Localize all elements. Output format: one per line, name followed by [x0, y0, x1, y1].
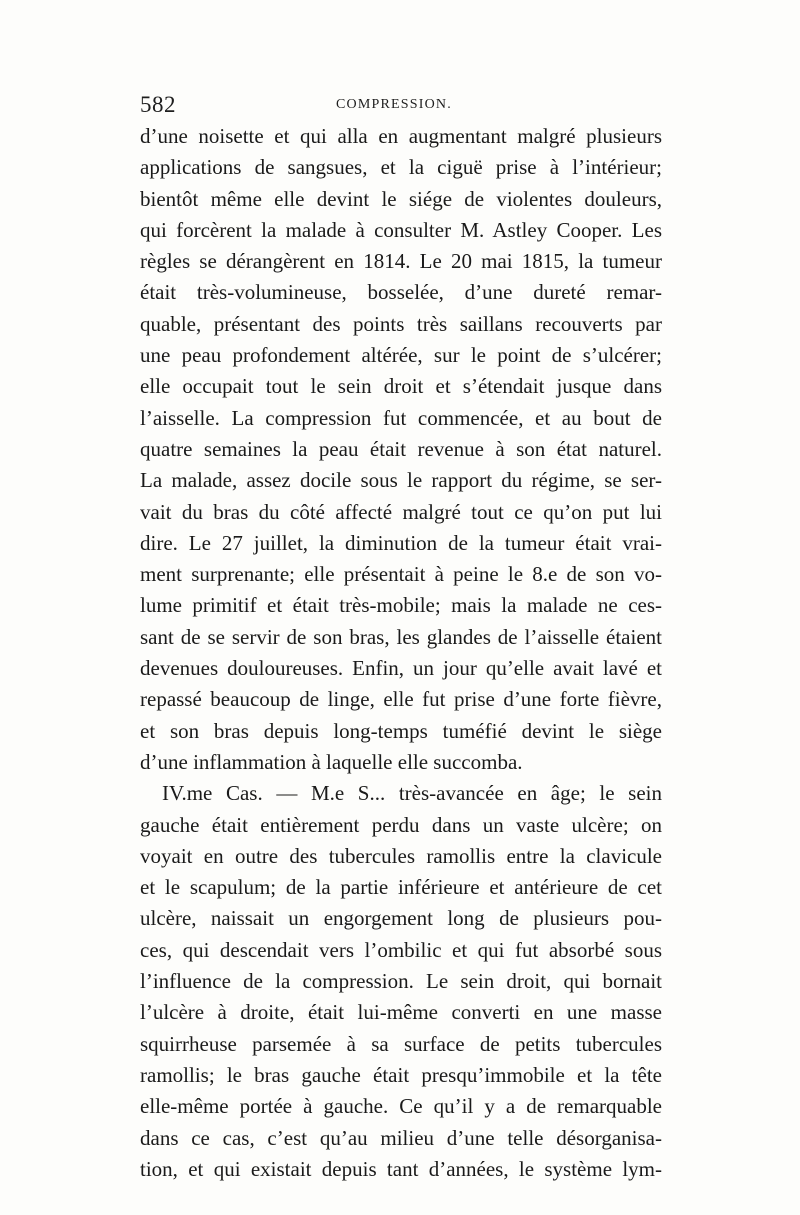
text-line: règles se dérangèrent en 1814. Le 20 mai 1815, la tumeur — [140, 249, 662, 274]
text-line: ment surprenante; elle présentait à peine le 8.e de son vo- — [140, 562, 662, 587]
text-line: d’une noisette et qui alla en augmentant malgré plusieurs — [140, 124, 662, 148]
text-line: repassé beaucoup de linge, elle fut prise d’une forte fièvre, — [140, 687, 662, 712]
text-line: était très-volumineuse, bosselée, d’une dureté remar- — [140, 280, 662, 305]
page-number: 582 — [140, 92, 176, 117]
text-line: bientôt même elle devint le siége de violentes douleurs, — [140, 186, 662, 211]
text-line: dans ce cas, c’est qu’au milieu d’une telle désorganisa- — [140, 1125, 662, 1150]
text-line: et son bras depuis long-temps tuméfié devint le siège — [140, 718, 662, 743]
running-head: COMPRESSION. — [336, 97, 452, 112]
text-line: ulcère, naissait un engorgement long de plusieurs pou- — [140, 906, 662, 931]
text-line-case-heading: IV.me Cas. — M.e S... très-avancée en âge; le sein — [162, 781, 662, 806]
text-line: applications de sangsues, et la ciguë prise à l’intérieur; — [140, 155, 662, 180]
text-line: devenues douloureuses. Enfin, un jour qu’elle avait lavé et — [140, 656, 662, 681]
text-line: lume primitif et était très-mobile; mais la malade ne ces- — [140, 593, 662, 618]
text-line: ces, qui descendait vers l’ombilic et qui fut absorbé sous — [140, 937, 662, 962]
text-line: squirrheuse parsemée à sa surface de petits tubercules — [140, 1031, 662, 1056]
text-line: et le scapulum; de la partie inférieure et antérieure de cet — [140, 875, 662, 900]
page-header — [140, 92, 662, 120]
text-line: qui forcèrent la malade à consulter M. Astley Cooper. Les — [140, 217, 662, 242]
text-line: quable, présentant des points très saillans recouverts par — [140, 311, 662, 336]
text-line: elle occupait tout le sein droit et s’étendait jusque dans — [140, 374, 662, 399]
text-line: sant de se servir de son bras, les glandes de l’aisselle étaient — [140, 624, 662, 649]
body-text — [140, 121, 662, 1185]
text-line: voyait en outre des tubercules ramollis entre la clavicule — [140, 843, 662, 868]
text-line: vait du bras du côté affecté malgré tout ce qu’on put lui — [140, 499, 662, 524]
text-line: gauche était entièrement perdu dans un vaste ulcère; on — [140, 812, 662, 837]
text-line: elle-même portée à gauche. Ce qu’il y a de remarquable — [140, 1094, 662, 1119]
text-line: La malade, assez docile sous le rapport du régime, se ser- — [140, 468, 662, 493]
text-line: dire. Le 27 juillet, la diminution de la tumeur était vrai- — [140, 530, 662, 555]
text-line-paragraph-end: d’une inflammation à laquelle elle succomba. — [140, 749, 523, 774]
text-line: une peau profondement altérée, sur le point de s’ulcérer; — [140, 343, 662, 368]
text-line: ramollis; le bras gauche était presqu’immobile et la tête — [140, 1062, 662, 1087]
text-line: l’aisselle. La compression fut commencée, et au bout de — [140, 405, 662, 430]
text-line: quatre semaines la peau était revenue à son état naturel. — [140, 436, 662, 461]
text-line: l’influence de la compression. Le sein droit, qui bornait — [140, 969, 662, 994]
text-line: tion, et qui existait depuis tant d’années, le système lym- — [140, 1156, 662, 1181]
text-line: l’ulcère à droite, était lui-même converti en une masse — [140, 1000, 662, 1025]
